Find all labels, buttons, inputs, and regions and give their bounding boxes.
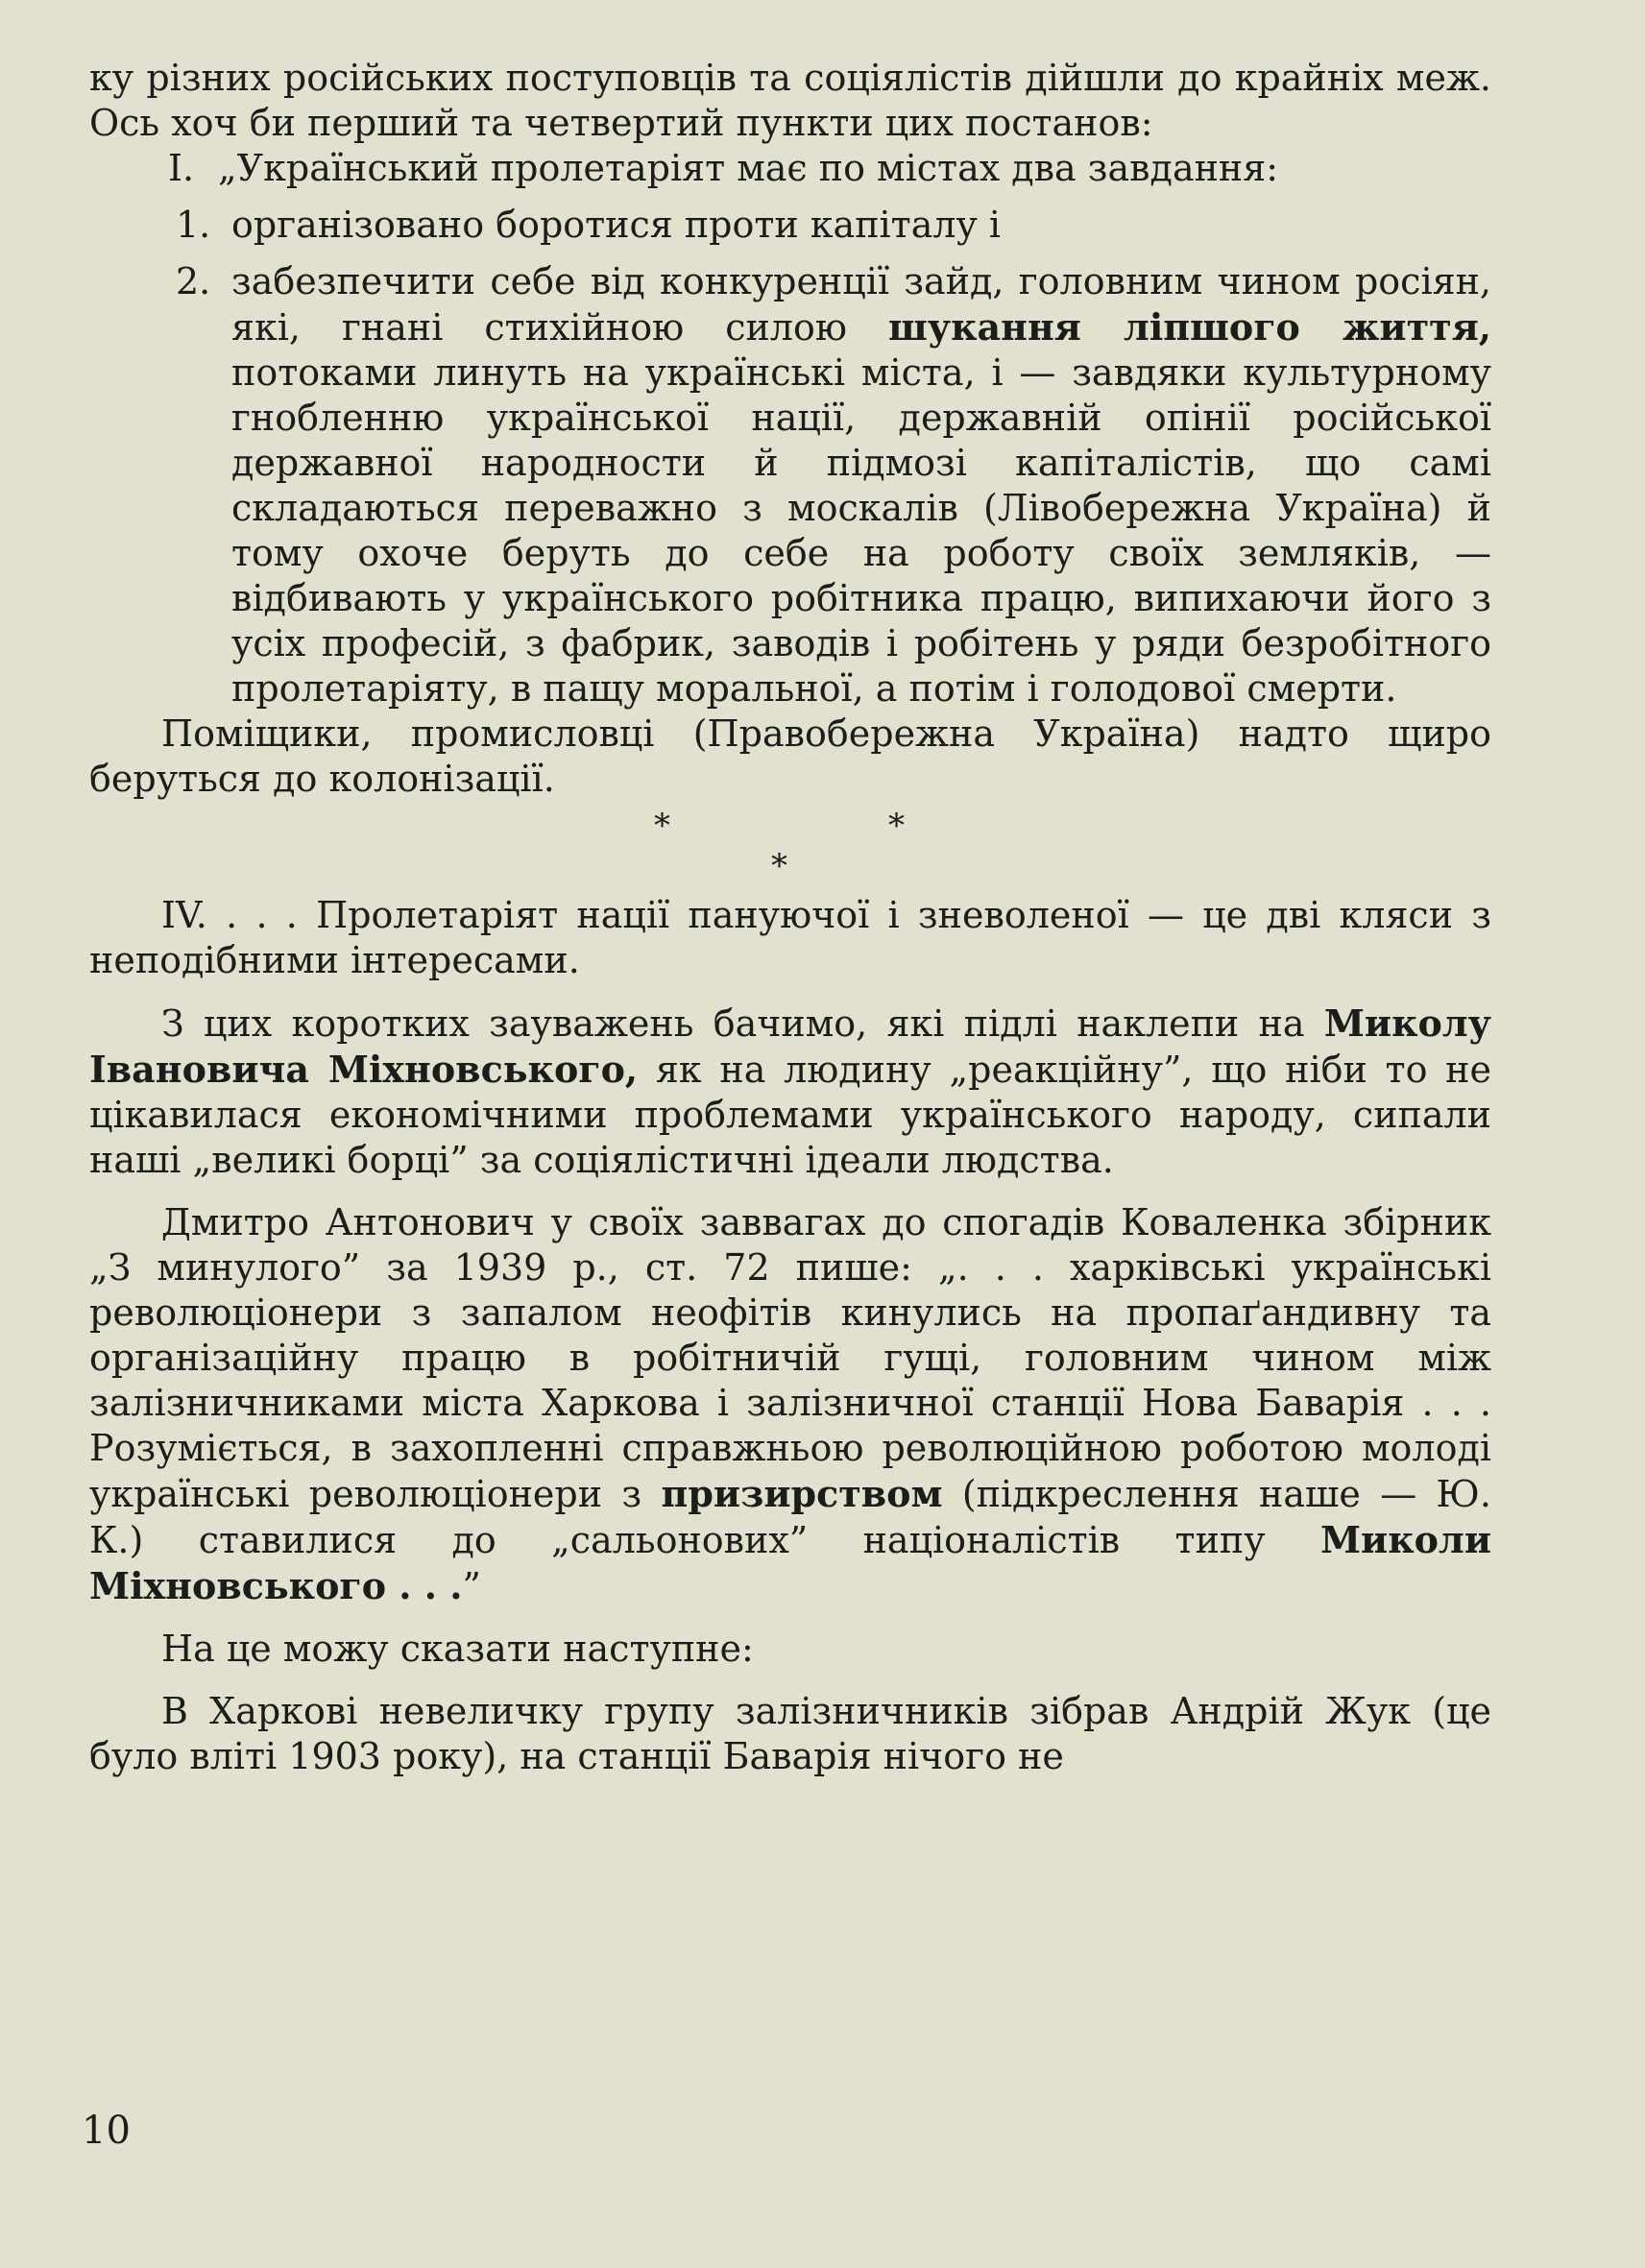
- body-text: [89, 56, 1491, 1779]
- asterisk: *: [771, 847, 787, 885]
- text-run: потоками линуть на українські міста, і — завдяки культурному гнобленню української нації, державній опінії російської державної народности й підмозі капіталістів, що самі складаються переважно з москалів (Лівобережна Україна) й тому охоче беруть до себе на роботу своїх земляків, — відбивають у українського робітника працю, випихаючи його з усіх професій, з фабрик, заводів і робітень у ряди безробітного пролетаріяту, в пащу моральної, а потім і голодової смерти.: [231, 351, 1491, 710]
- paragraph-slander: [89, 1001, 1491, 1183]
- text-run: З цих коротких зауважень бачимо, які підлі наклепи на: [161, 1002, 1324, 1045]
- list-text: „Український пролетаріят має по містах два завдання:: [218, 147, 1279, 189]
- text-run: Дмитро Антонович у своїх заввагах до спогадів Коваленка збірник „З минулого” за 1939 р., ст. 72 пише: „. . . харківські українські революціонери з запалом неофітів кинулись на пропаґандивну та організаційну працю в робітничій гущі, головним чином між залізничниками міста Харкова і залізничної станції Нова Баварія . . . Розуміється, в захопленні справжньою революційною роботою молоді українські революціонери з: [89, 1201, 1491, 1515]
- asterisk: *: [654, 807, 670, 845]
- bold-name: Миколу Івановича Міхновського,: [89, 1001, 1491, 1091]
- page-number: 10: [82, 2109, 131, 2153]
- bold-word: призирством: [661, 1472, 943, 1515]
- paragraph-kharkiv: В Харкові невеличку групу залізничників зібрав Андрій Жук (це було вліті 1903 року), на станції Баварія нічого не: [89, 1690, 1491, 1777]
- list-text: [231, 259, 1491, 712]
- list-number: 1.: [176, 204, 211, 246]
- section-divider-asterisks: [89, 802, 1491, 893]
- list-number: I.: [168, 147, 195, 189]
- paragraph-landlords: Поміщики, промисловці (Правобережна Україна) надто щиро беруться до колонізації.: [89, 712, 1491, 800]
- bold-name: Миколи Міхновського . . .: [89, 1518, 1491, 1607]
- paragraph-antonovych-quote: [89, 1200, 1491, 1609]
- text-run: забезпечити себе від конкуренції зайд, головним чином росіян, які, гнані стихійною силою: [231, 260, 1491, 349]
- closing-quote: ”: [462, 1565, 481, 1607]
- list-text: організовано боротися проти капіталу і: [231, 204, 1002, 246]
- paragraph-say: На це можу сказати наступне:: [161, 1628, 754, 1670]
- text-run: (підкреслення наше — Ю. К.) ставилися до „сальонових” націоналістів типу: [89, 1473, 1491, 1561]
- list-number: 2.: [176, 260, 211, 302]
- bold-phrase: шукання ліпшого життя,: [887, 305, 1492, 349]
- list-item-1: [89, 203, 1491, 248]
- paragraph-continuation: ку різних російських поступовців та соціялістів дійшли до крайніх меж. Ось хоч би перший та четвертий пункти цих постанов:: [89, 57, 1491, 144]
- paragraph-point-iv: IV. . . . Пролетаріят нації пануючої і зневоленої — це дві кляси з неподібними інтересами.: [89, 894, 1491, 981]
- asterisk: *: [888, 807, 905, 845]
- list-item-roman-1: [89, 146, 1491, 191]
- text-run: як на людину „реакційну”, що ніби то не цікавилася економічними проблемами українського народу, сипали наші „великі борці” за соціялістичні ідеали людства.: [89, 1049, 1491, 1181]
- list-item-2: [89, 259, 1491, 712]
